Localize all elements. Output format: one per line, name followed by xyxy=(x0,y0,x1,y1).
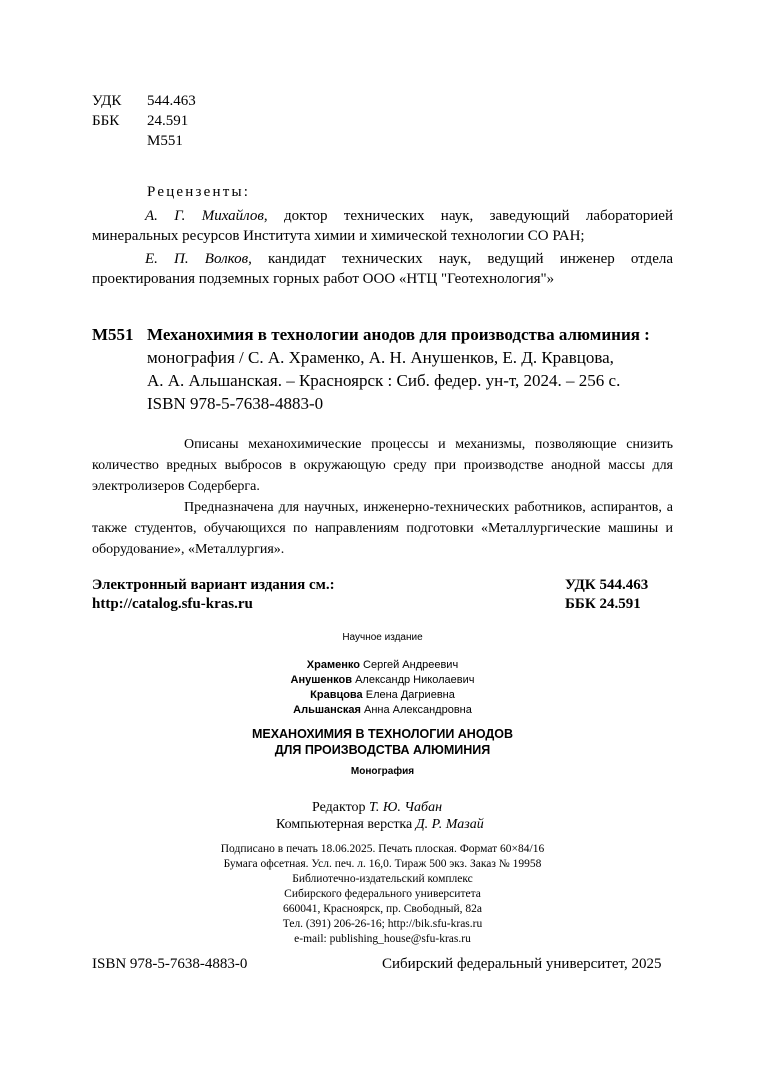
bib-isbn: ISBN 978-5-7638-4883-0 xyxy=(147,394,324,413)
author-2-given: Александр Николаевич xyxy=(355,674,475,686)
book-title-line-2: ДЛЯ ПРОИЗВОДСТВА АЛЮМИНИЯ xyxy=(274,743,491,757)
book-title-line-1: МЕХАНОХИМИЯ В ТЕХНОЛОГИИ АНОДОВ xyxy=(251,727,514,741)
imprint-line-4: Сибирского федерального университета xyxy=(284,888,481,900)
book-subtitle: Монография xyxy=(350,766,415,777)
author-2-surname: Анушенков xyxy=(290,674,353,686)
abstract-p2: Предназначена для научных, инженерно-технических работников, аспирантов, а также студентов, обучающихся по направлениям подготовки «Металлургические машины и оборудование», «Металлургия». xyxy=(92,500,673,557)
author-mark: М551 xyxy=(147,133,183,149)
reviewer-2-desc: , кандидат технических наук, ведущий инженер отдела проектирования подземных горных работ ООО «НТЦ "Геотехнология"» xyxy=(92,251,673,287)
imprint-line-6: Тел. (391) 206-26-16; http://bik.sfu-kras.ru xyxy=(282,918,483,930)
abstract xyxy=(92,434,673,560)
footer-publisher: Сибирский федеральный университет, 2025 xyxy=(382,956,662,972)
bbk-label: ББК xyxy=(92,113,120,129)
author-3 xyxy=(0,687,765,703)
layout-line xyxy=(276,817,484,833)
catalog-url[interactable]: http://catalog.sfu-kras.ru xyxy=(92,596,253,612)
electronic-bbk: ББК 24.591 xyxy=(565,596,641,612)
imprint-line-1: Подписано в печать 18.06.2025. Печать плоская. Формат 60×84/16 xyxy=(220,843,545,855)
author-1 xyxy=(0,657,765,673)
editor-line xyxy=(312,800,442,816)
bib-line-2: монография / С. А. Храменко, А. Н. Анушенков, Е. Д. Кравцова, xyxy=(147,348,614,367)
author-1-surname: Храменко xyxy=(306,659,360,671)
editor-name: Т. Ю. Чабан xyxy=(369,800,443,815)
bib-line-3: А. А. Альшанская. – Красноярск : Сиб. федер. ун-т, 2024. – 256 с. xyxy=(147,371,621,390)
imprint-line-5: 660041, Красноярск, пр. Свободный, 82а xyxy=(283,903,482,915)
publication-type: Научное издание xyxy=(342,632,423,643)
layout-name: Д. Р. Мазай xyxy=(415,817,484,832)
imprint-line-2: Бумага офсетная. Усл. печ. л. 16,0. Тираж 500 экз. Заказ № 19958 xyxy=(223,858,542,870)
imprint-line-7: e-mail: publishing_house@sfu-kras.ru xyxy=(294,933,471,945)
udk-value: 544.463 xyxy=(147,93,196,109)
electronic-line: Электронный вариант издания см.: xyxy=(92,577,335,593)
reviewer-2 xyxy=(92,249,673,289)
author-4-surname: Альшанская xyxy=(293,704,361,716)
layout-label: Компьютерная верстка xyxy=(276,817,416,832)
editor-label: Редактор xyxy=(312,800,370,815)
author-4 xyxy=(0,702,765,718)
author-4-given: Анна Александровна xyxy=(364,704,472,716)
reviewer-1-name: А. Г. Михайлов xyxy=(145,208,264,224)
reviewers-title: Рецензенты: xyxy=(147,184,251,200)
bbk-value: 24.591 xyxy=(147,113,189,129)
bib-title: Механохимия в технологии анодов для производства алюминия : xyxy=(147,325,650,344)
author-3-surname: Кравцова xyxy=(310,689,363,701)
bib-mark: М551 xyxy=(92,325,134,344)
reviewer-1 xyxy=(92,206,673,246)
udk-line xyxy=(92,91,196,111)
bbk-line xyxy=(92,111,188,131)
abstract-p1: Описаны механохимические процессы и механизмы, позволяющие снизить количество вредных выбросов в окружающую среду при производстве анодной массы для электролизеров Содерберга. xyxy=(92,437,673,494)
author-1-given: Сергей Андреевич xyxy=(363,659,459,671)
reviewer-1-desc: , доктор технических наук, заведующий лабораторией минеральных ресурсов Института химии и химической технологии СО РАН; xyxy=(92,208,673,244)
footer-isbn: ISBN 978-5-7638-4883-0 xyxy=(92,956,248,972)
electronic-udk: УДК 544.463 xyxy=(565,577,649,593)
reviewer-2-name: Е. П. Волков xyxy=(145,251,249,267)
author-3-given: Елена Дагриевна xyxy=(365,689,455,701)
udk-label: УДК xyxy=(92,93,122,109)
author-2 xyxy=(0,672,765,688)
imprint-line-3: Библиотечно-издательский комплекс xyxy=(292,873,473,885)
